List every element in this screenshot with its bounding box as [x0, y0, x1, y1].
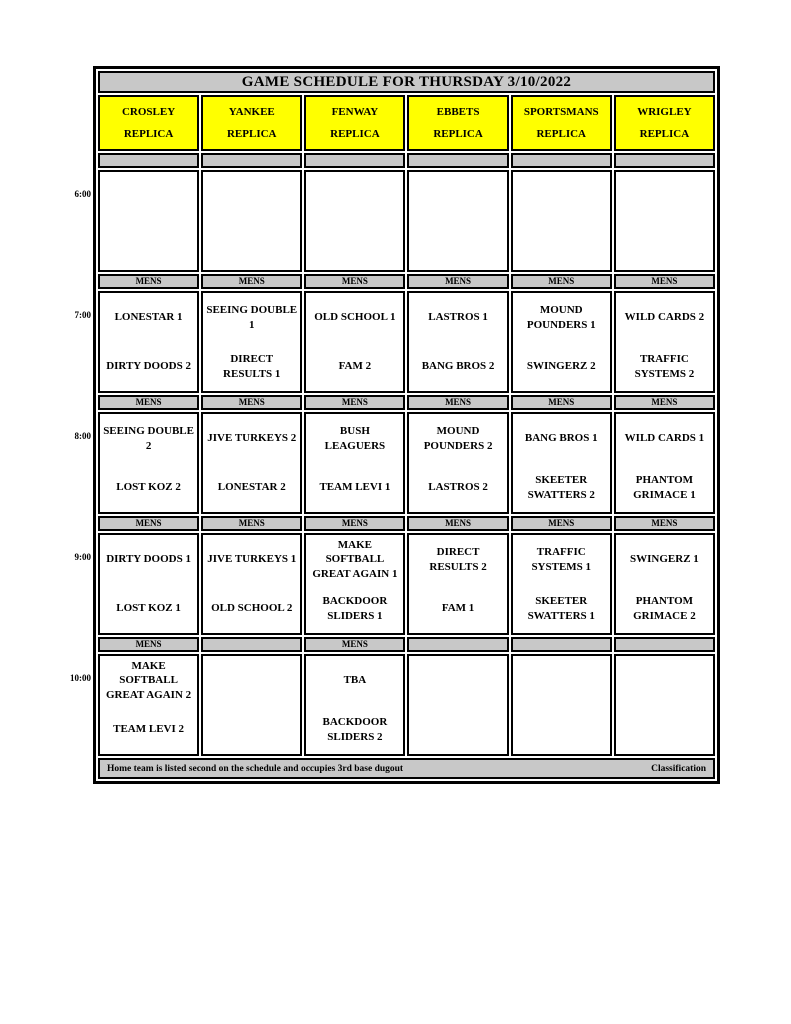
division-band-cell — [614, 637, 715, 652]
game-cell — [511, 654, 612, 756]
away-team — [616, 656, 713, 705]
home-team: BACKDOOR SLIDERS 1 — [322, 595, 388, 622]
time-label: 9:00 — [74, 552, 91, 562]
away-team — [409, 172, 506, 221]
time-label: 7:00 — [74, 310, 91, 320]
field-type: REPLICA — [639, 127, 690, 140]
away-team — [616, 172, 713, 221]
home-team — [513, 705, 610, 754]
division-band-cell — [304, 153, 405, 168]
away-team: LASTROS 1 — [428, 311, 488, 324]
division-band-cell: MENS — [98, 395, 199, 410]
away-team — [513, 656, 610, 705]
division-band-cell: MENS — [304, 637, 405, 652]
away-team: WILD CARDS 2 — [624, 311, 705, 324]
division-band-cell: MENS — [614, 516, 715, 531]
home-team: DIRECT RESULTS 1 — [223, 353, 281, 380]
away-team: WILD CARDS 1 — [624, 432, 705, 445]
home-team — [203, 221, 300, 270]
time-row-10-00 — [70, 654, 715, 756]
field-type: REPLICA — [330, 127, 380, 140]
home-team: FAM 2 — [338, 360, 372, 373]
away-team — [203, 172, 300, 221]
away-team: MOUND POUNDERS 2 — [423, 425, 493, 452]
home-team — [203, 705, 300, 754]
game-cell — [98, 412, 199, 514]
away-team — [513, 172, 610, 221]
game-cell — [614, 291, 715, 393]
game-cell — [201, 412, 302, 514]
away-team: BANG BROS 1 — [524, 432, 598, 445]
game-cell — [98, 654, 199, 756]
away-team: BUSH LEAGUERS — [324, 425, 386, 452]
home-team: LOST KOZ 2 — [116, 481, 181, 494]
home-team — [409, 705, 506, 754]
division-band-cell — [511, 153, 612, 168]
home-team: SWINGERZ 2 — [526, 360, 596, 373]
game-cell — [98, 533, 199, 635]
away-team — [100, 172, 197, 221]
division-band-cell — [614, 153, 715, 168]
away-team: OLD SCHOOL 1 — [314, 311, 396, 324]
division-band-cell: MENS — [304, 395, 405, 410]
game-cell — [614, 170, 715, 272]
away-team: MAKE SOFTBALL GREAT AGAIN 1 — [312, 539, 398, 580]
division-band-cell: MENS — [304, 274, 405, 289]
schedule-table — [70, 66, 720, 784]
field-name: EBBETS — [436, 105, 480, 118]
home-team: LOST KOZ 1 — [116, 602, 181, 615]
game-cell — [201, 291, 302, 393]
division-band-cell: MENS — [614, 395, 715, 410]
field-name: CROSLEY — [121, 105, 176, 118]
away-team: MOUND POUNDERS 1 — [526, 304, 596, 331]
game-cell — [407, 412, 508, 514]
field-type: REPLICA — [433, 127, 483, 140]
away-team: SEEING DOUBLE 2 — [103, 425, 194, 452]
away-team: MAKE SOFTBALL GREAT AGAIN 2 — [105, 660, 192, 701]
home-team: BANG BROS 2 — [421, 360, 495, 373]
away-team: SWINGERZ 1 — [630, 553, 699, 566]
home-team: BACKDOOR SLIDERS 2 — [322, 716, 388, 743]
home-team: PHANTOM GRIMACE 1 — [633, 474, 696, 501]
away-team: JIVE TURKEYS 2 — [207, 432, 297, 445]
home-team — [306, 221, 403, 270]
time-label: 6:00 — [74, 189, 91, 199]
away-team: DIRECT RESULTS 2 — [429, 546, 487, 573]
time-label: 10:00 — [70, 673, 91, 683]
field-type: REPLICA — [536, 127, 586, 140]
game-cell — [304, 412, 405, 514]
column-header-yankee — [201, 95, 302, 151]
game-cell — [511, 533, 612, 635]
game-cell — [98, 291, 199, 393]
division-band-cell: MENS — [98, 274, 199, 289]
time-label: 8:00 — [74, 431, 91, 441]
division-band-cell: MENS — [201, 274, 302, 289]
away-team: LONESTAR 1 — [114, 311, 183, 324]
game-cell — [304, 533, 405, 635]
division-band-cell: MENS — [511, 395, 612, 410]
away-team: DIRTY DOODS 1 — [106, 553, 191, 566]
home-team: LASTROS 2 — [428, 481, 488, 494]
home-team — [513, 221, 610, 270]
division-band-cell: MENS — [98, 516, 199, 531]
home-team: TRAFFIC SYSTEMS 2 — [634, 353, 695, 380]
away-team: TRAFFIC SYSTEMS 1 — [531, 546, 592, 573]
column-header-wrigley — [614, 95, 715, 151]
division-band-cell: MENS — [98, 637, 199, 652]
division-band-cell: MENS — [407, 395, 508, 410]
game-cell — [407, 654, 508, 756]
game-cell — [614, 412, 715, 514]
column-header-crosley — [98, 95, 199, 151]
division-band-cell: MENS — [201, 516, 302, 531]
away-team: JIVE TURKEYS 1 — [207, 553, 297, 566]
game-cell — [614, 533, 715, 635]
division-band-cell: MENS — [407, 274, 508, 289]
division-band-cell — [511, 637, 612, 652]
time-row-9-00 — [74, 533, 715, 635]
time-row-8-00 — [74, 412, 715, 514]
division-band-cell: MENS — [304, 516, 405, 531]
home-team — [100, 221, 197, 270]
home-team: OLD SCHOOL 2 — [211, 602, 293, 615]
away-team: TBA — [343, 674, 367, 687]
field-type: REPLICA — [226, 127, 277, 140]
home-team: FAM 1 — [441, 602, 475, 615]
away-team — [306, 172, 403, 221]
division-band-cell — [201, 637, 302, 652]
home-team: LONESTAR 2 — [217, 481, 286, 494]
game-cell — [304, 654, 405, 756]
field-name: SPORTSMANS — [523, 105, 599, 118]
page-title: GAME SCHEDULE FOR THURSDAY 3/10/2022 — [98, 71, 715, 93]
away-team — [409, 656, 506, 705]
game-cell — [201, 533, 302, 635]
field-name: FENWAY — [331, 105, 379, 118]
division-band-cell: MENS — [511, 274, 612, 289]
home-team: TEAM LEVI 1 — [319, 481, 391, 494]
home-team — [616, 221, 713, 270]
column-header-fenway — [304, 95, 405, 151]
division-band-cell — [407, 153, 508, 168]
division-band-cell: MENS — [614, 274, 715, 289]
footer-note: Home team is listed second on the schedule and occupies 3rd base dugout — [107, 763, 404, 774]
column-header-sportsmans — [511, 95, 612, 151]
home-team: DIRTY DOODS 2 — [106, 360, 191, 373]
classification-label: Classification — [651, 763, 706, 774]
game-cell — [614, 654, 715, 756]
home-team — [616, 705, 713, 754]
division-band-cell: MENS — [407, 516, 508, 531]
game-cell — [407, 291, 508, 393]
field-name: YANKEE — [228, 105, 275, 118]
game-cell — [304, 170, 405, 272]
footer-bar — [98, 758, 715, 779]
division-band-cell — [98, 153, 199, 168]
away-team — [203, 656, 300, 705]
home-team: PHANTOM GRIMACE 2 — [633, 595, 696, 622]
division-band-cell: MENS — [511, 516, 612, 531]
division-band-cell — [201, 153, 302, 168]
game-cell — [98, 170, 199, 272]
home-team: SKEETER SWATTERS 2 — [527, 474, 595, 501]
field-type: REPLICA — [123, 127, 174, 140]
time-row-7-00 — [74, 291, 715, 393]
game-cell — [304, 291, 405, 393]
game-cell — [201, 170, 302, 272]
game-cell — [511, 291, 612, 393]
home-team: SKEETER SWATTERS 1 — [527, 595, 595, 622]
division-band-cell: MENS — [201, 395, 302, 410]
game-cell — [407, 533, 508, 635]
time-row-6-00 — [74, 170, 715, 272]
field-name: WRIGLEY — [637, 105, 692, 118]
game-cell — [407, 170, 508, 272]
game-cell — [511, 412, 612, 514]
division-band-cell — [407, 637, 508, 652]
home-team — [409, 221, 506, 270]
game-cell — [511, 170, 612, 272]
away-team: SEEING DOUBLE 1 — [206, 304, 298, 331]
game-cell — [201, 654, 302, 756]
home-team: TEAM LEVI 2 — [113, 723, 185, 736]
column-header-ebbets — [407, 95, 508, 151]
